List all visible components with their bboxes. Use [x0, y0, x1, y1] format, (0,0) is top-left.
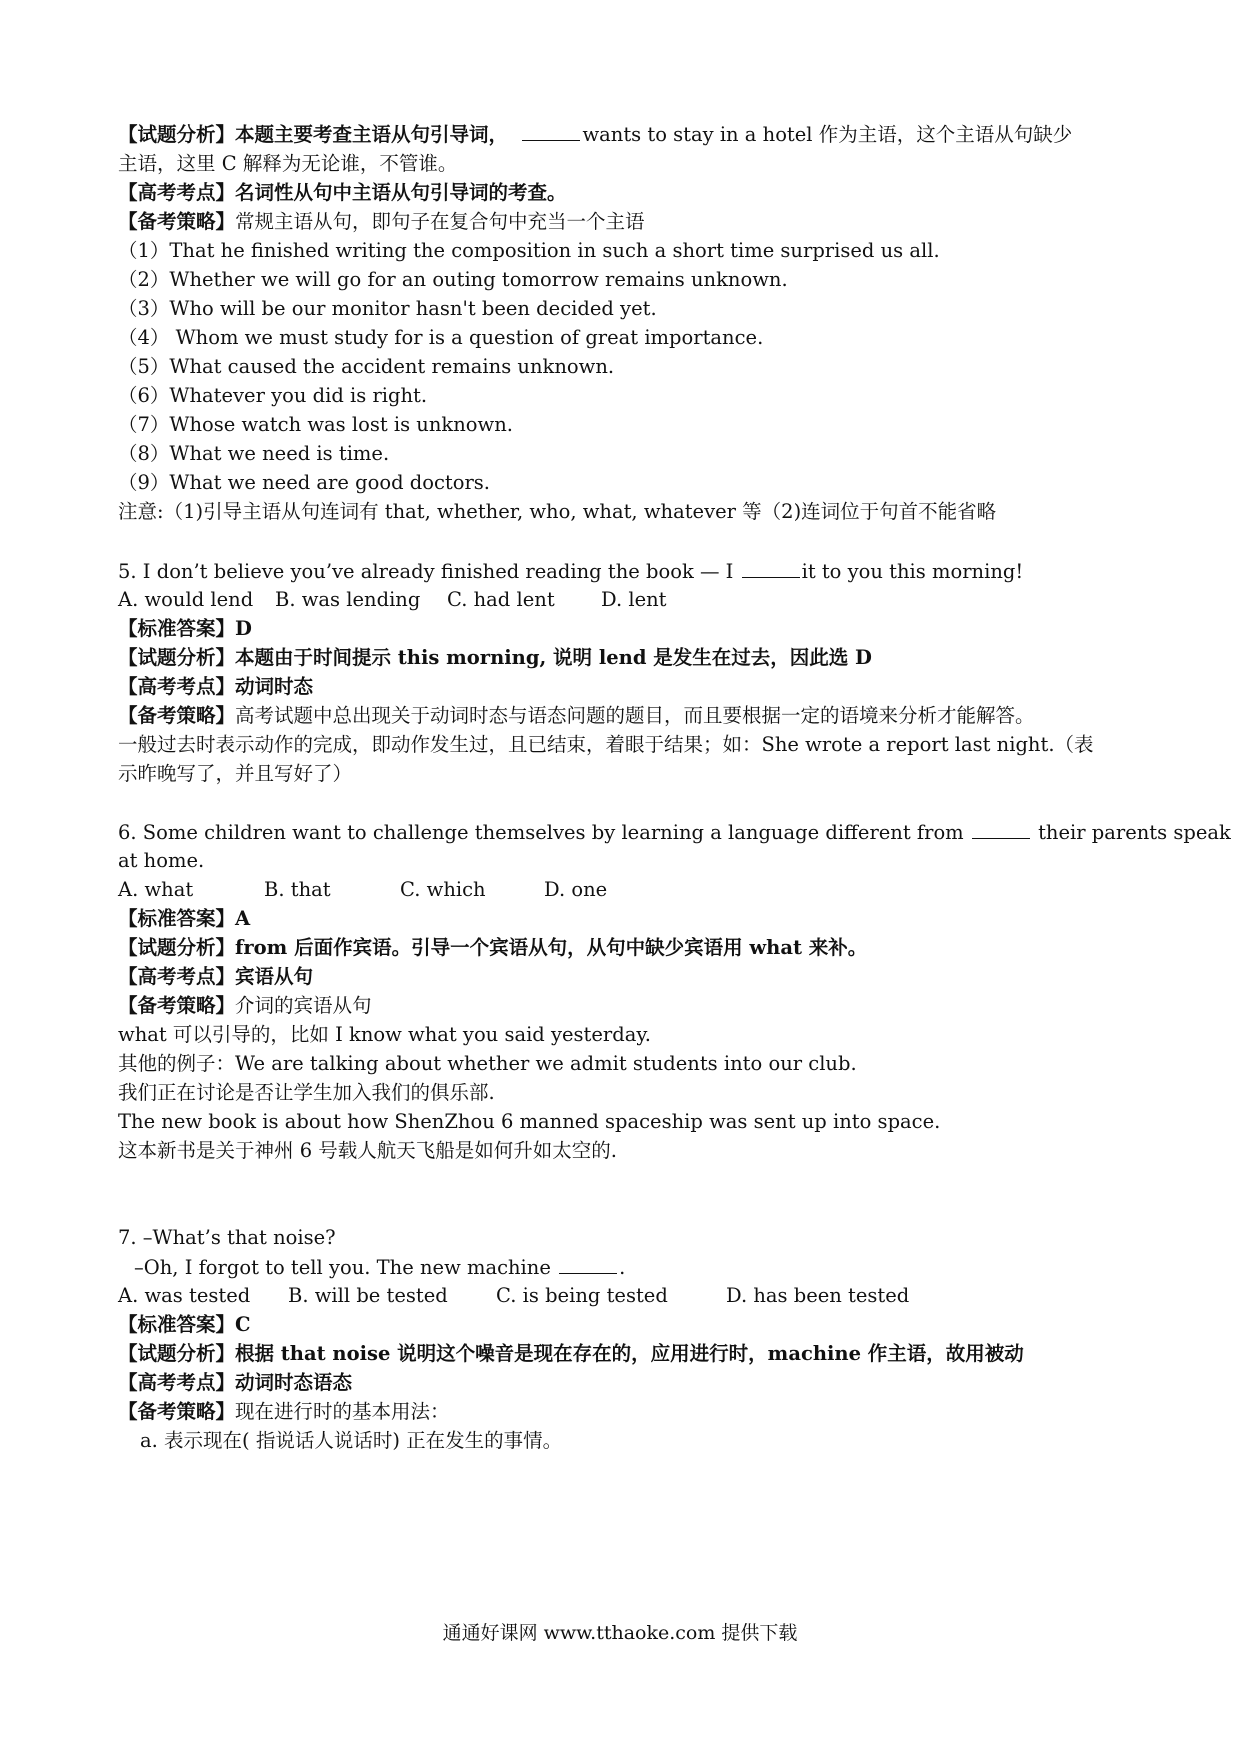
answer-blank: [972, 818, 1030, 839]
q4-exam-point: [118, 179, 567, 207]
q6-answer: [118, 905, 250, 933]
example-line: （2）Whether we will go for an outing tomorrow remains unknown.: [118, 268, 788, 291]
answer-blank: [559, 1253, 617, 1274]
page-footer: 通通好课网 www.tthaoke.com 提供下载: [442, 1622, 798, 1644]
q6-detail-line: what 可以引导的，比如 I know what you said yesterday.: [118, 1023, 651, 1046]
option-d[interactable]: D. one: [544, 878, 608, 901]
exam-point-text: 名词性从句中主语从句引导词的考查。: [235, 181, 567, 204]
option-b[interactable]: B. will be tested: [288, 1284, 448, 1307]
option-a[interactable]: A. what: [118, 878, 194, 901]
example-line: （5）What caused the accident remains unknown.: [118, 355, 615, 378]
q5-strategy-line2: 一般过去时表示动作的完成，即动作发生过，且已结束，着眼于结果；如：She wrote a report last night.（表: [118, 733, 1094, 756]
option-c[interactable]: C. which: [400, 878, 486, 901]
example-line: （1）That he finished writing the composition in such a short time surprised us all.: [118, 239, 940, 262]
option-c[interactable]: C. had lent: [447, 588, 555, 611]
analysis-text: from 后面作宾语。引导一个宾语从句，从句中缺少宾语用 what 来补。: [235, 936, 868, 959]
q5-answer: [118, 615, 252, 643]
answer-label: 【标准答案】: [118, 907, 236, 930]
answer-value: C: [235, 1313, 251, 1336]
q6-detail-line: 我们正在讨论是否让学生加入我们的俱乐部.: [118, 1081, 495, 1104]
option-a[interactable]: A. would lend: [118, 588, 254, 611]
q7-stem-line2: [134, 1253, 625, 1282]
question-text-continued: .: [619, 1256, 626, 1279]
question-text: –Oh, I forgot to tell you. The new machine: [134, 1256, 551, 1279]
example-line: （4） Whom we must study for is a question of great importance.: [118, 326, 764, 349]
example-line: （8）What we need is time.: [118, 442, 390, 465]
strategy-text: 现在进行时的基本用法：: [235, 1400, 450, 1423]
question-text-continued: it to you this morning!: [801, 560, 1024, 583]
strategy-text: 高考试题中总出现关于动词时态与语态问题的题目，而且要根据一定的语境来分析才能解答。: [235, 704, 1035, 727]
strategy-text: 常规主语从句，即句子在复合句中充当一个主语: [235, 210, 645, 233]
exam-point-text: 动词时态语态: [235, 1371, 353, 1394]
strategy-label: 【备考策略】: [118, 994, 236, 1017]
analysis-text: 根据 that noise 说明这个噪音是现在存在的，应用进行时，machine 作主语，故用被动: [235, 1342, 1024, 1365]
q4-analysis-line1: [118, 120, 1072, 149]
option-b[interactable]: B. was lending: [275, 588, 421, 611]
q6-exam-point: [118, 963, 313, 991]
example-line: （9）What we need are good doctors.: [118, 471, 490, 494]
q4-note: 注意:（1)引导主语从句连词有 that, whether, who, what, whatever 等（2)连词位于句首不能省略: [118, 500, 997, 523]
strategy-label: 【备考策略】: [118, 210, 236, 233]
answer-blank: [522, 120, 580, 141]
analysis-text: 本题主要考查主语从句引导词，: [235, 123, 509, 146]
question-text-continued: their parents speak: [1038, 821, 1231, 844]
example-line: （6）Whatever you did is right.: [118, 384, 428, 407]
q5-strategy-line3: 示昨晚写了，并且写好了）: [118, 762, 353, 785]
option-b[interactable]: B. that: [264, 878, 331, 901]
analysis-label: 【试题分析】: [118, 936, 236, 959]
q6-detail-line: The new book is about how ShenZhou 6 manned spaceship was sent up into space.: [118, 1110, 941, 1133]
q4-strategy: [118, 208, 645, 236]
q7-answer: [118, 1311, 251, 1339]
q6-detail-line: 其他的例子：We are talking about whether we admit students into our club.: [118, 1052, 857, 1075]
exam-point-label: 【高考考点】: [118, 181, 236, 204]
q5-analysis: [118, 644, 872, 672]
analysis-label: 【试题分析】: [118, 123, 236, 146]
answer-label: 【标准答案】: [118, 1313, 236, 1336]
exam-point-text: 宾语从句: [235, 965, 314, 988]
option-c[interactable]: C. is being tested: [496, 1284, 668, 1307]
q6-stem: [118, 818, 1231, 847]
strategy-label: 【备考策略】: [118, 704, 236, 727]
answer-blank: [742, 557, 800, 578]
strategy-label: 【备考策略】: [118, 1400, 236, 1423]
analysis-label: 【试题分析】: [118, 646, 236, 669]
q6-strategy: [118, 992, 372, 1020]
exam-point-text: 动词时态: [235, 675, 314, 698]
q7-stem-line1: 7. –What’s that noise?: [118, 1226, 336, 1249]
q7-strategy: [118, 1398, 450, 1426]
option-d[interactable]: D. has been tested: [726, 1284, 910, 1307]
answer-label: 【标准答案】: [118, 617, 236, 640]
example-line: （7）Whose watch was lost is unknown.: [118, 413, 513, 436]
exam-point-label: 【高考考点】: [118, 965, 236, 988]
exam-point-label: 【高考考点】: [118, 1371, 236, 1394]
q7-exam-point: [118, 1369, 352, 1397]
q6-detail-line: 这本新书是关于神州 6 号载人航天飞船是如何升如太空的.: [118, 1139, 618, 1162]
q7-analysis: [118, 1340, 1024, 1368]
answer-value: D: [235, 617, 252, 640]
strategy-text: 介词的宾语从句: [235, 994, 372, 1017]
q5-exam-point: [118, 673, 313, 701]
answer-value: A: [235, 907, 251, 930]
analysis-label: 【试题分析】: [118, 1342, 236, 1365]
option-d[interactable]: D. lent: [601, 588, 667, 611]
q6-stem-line2: at home.: [118, 849, 205, 872]
q6-analysis: [118, 934, 867, 962]
q5-strategy: [118, 702, 1035, 730]
q4-analysis-line2: 主语，这里 C 解释为无论谁，不管谁。: [118, 152, 458, 175]
example-line: （3）Who will be our monitor hasn't been decided yet.: [118, 297, 657, 320]
analysis-text-continued: wants to stay in a hotel 作为主语，这个主语从句缺少: [582, 123, 1073, 146]
question-text: 5. I don’t believe you’ve already finished reading the book — I: [118, 560, 734, 583]
exam-point-label: 【高考考点】: [118, 675, 236, 698]
q7-item-a: a. 表示现在( 指说话人说话时) 正在发生的事情。: [140, 1429, 563, 1452]
analysis-text: 本题由于时间提示 this morning, 说明 lend 是发生在过去，因此选 D: [235, 646, 872, 669]
q5-stem: [118, 557, 1023, 586]
question-text: 6. Some children want to challenge themselves by learning a language different from: [118, 821, 964, 844]
option-a[interactable]: A. was tested: [118, 1284, 251, 1307]
